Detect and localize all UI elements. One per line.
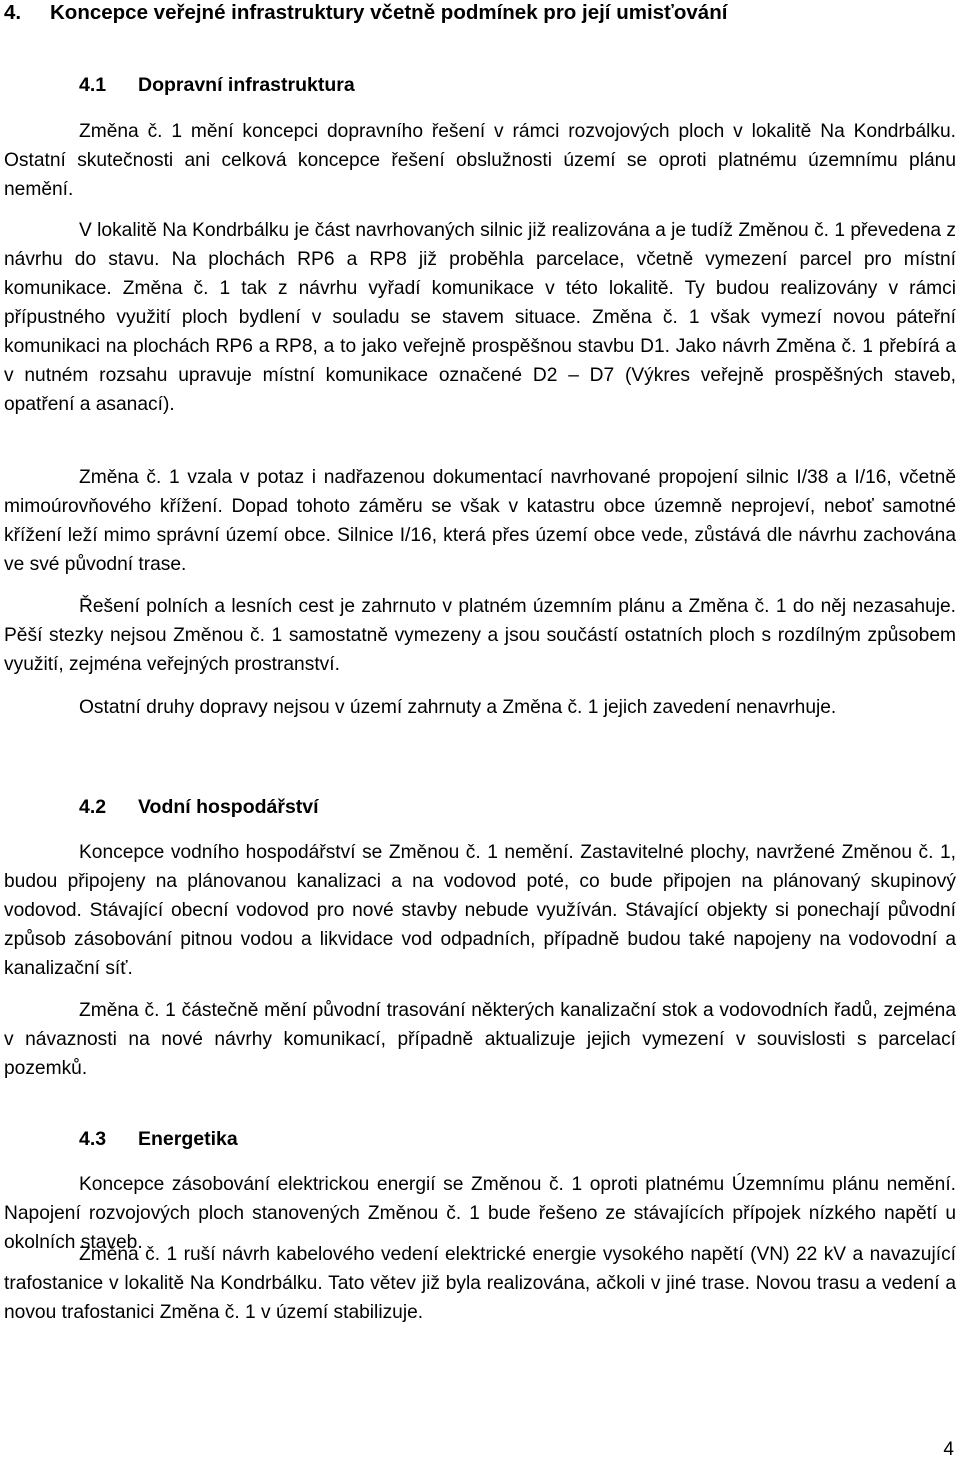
paragraph: Změna č. 1 mění koncepci dopravního řešení v rámci rozvojových ploch v lokalitě Na Kondrbálku. Ostatní skutečnosti ani celková koncepce řešení obslužnosti území se oproti platnému územnímu plánu nemění. bbox=[4, 121, 956, 200]
paragraph: Ostatní druhy dopravy nejsou v území zahrnuty a Změna č. 1 jejich zavedení nenavrhuje. bbox=[79, 697, 837, 718]
chapter-title: Koncepce veřejné infrastruktury včetně podmínek pro její umisťování bbox=[50, 1, 728, 24]
page-number: 4 bbox=[943, 1439, 954, 1460]
paragraph: Změna č. 1 částečně mění původní trasování některých kanalizační stok a vodovodních řadů, zejména v návaznosti na nové návrhy komunikací, případně aktualizuje jejich vymezení v souvislosti s parcelací pozemků. bbox=[4, 1000, 956, 1079]
paragraph: V lokalitě Na Kondrbálku je část navrhovaných silnic již realizována a je tudíž Změnou č. 1 převedena z návrhu do stavu. Na plochách RP6 a RP8 již proběhla parcelace, včetně vymezení parcel pro místní komunikace. Změna č. 1 tak z návrhu vyřadí komunikace v této lokalitě. Ty budou realizovány v rámci přípustného využití ploch bydlení v souladu se stavem situace. Změna č. 1 však vymezí novou páteřní komunikaci na plochách RP6 a RP8, a to jako veřejně prospěšnou stavbu D1. Jako návrh Změna č. 1 přebírá a v nutném rozsahu upravuje místní komunikace označené D2 – D7 (Výkres veřejně prospěšných staveb, opatření a asanací). bbox=[4, 220, 956, 415]
section-title: Energetika bbox=[138, 1128, 238, 1150]
chapter-number: 4. bbox=[4, 1, 22, 24]
section-title: Vodní hospodářství bbox=[138, 796, 319, 818]
section-title: Dopravní infrastruktura bbox=[138, 74, 355, 96]
section-heading-4-2 bbox=[79, 793, 319, 822]
section-heading-4-1 bbox=[79, 71, 355, 100]
paragraph: Řešení polních a lesních cest je zahrnuto v platném územním plánu a Změna č. 1 do něj nezasahuje. Pěší stezky nejsou Změnou č. 1 samostatně vymezeny a jsou součástí ostatních ploch s rozdílným způsobem využití, zejména veřejných prostranství. bbox=[4, 596, 956, 675]
paragraph: Koncepce zásobování elektrickou energií se Změnou č. 1 oproti platnému Územnímu plánu nemění. Napojení rozvojových ploch stanovených Změnou č. 1 bude řešeno ze stávajících přípojek nízkého napětí u okolních staveb. bbox=[4, 1174, 956, 1253]
paragraph: Změna č. 1 vzala v potaz i nadřazenou dokumentací navrhované propojení silnic I/38 a I/16, včetně mimoúrovňového křížení. Dopad tohoto záměru se však v katastru obce územně neprojeví, neboť samotné křížení leží mimo správní území obce. Silnice I/16, která přes území obce vede, zůstává dle návrhu zachována ve své původní trase. bbox=[4, 467, 956, 575]
section-heading-4-3 bbox=[79, 1125, 238, 1154]
section-number: 4.3 bbox=[79, 1128, 107, 1150]
section-number: 4.1 bbox=[79, 74, 107, 96]
section-number: 4.2 bbox=[79, 796, 107, 818]
paragraph: Změna č. 1 ruší návrh kabelového vedení elektrické energie vysokého napětí (VN) 22 kV a navazující trafostanice v lokalitě Na Kondrbálku. Tato větev již byla realizována, ačkoli v jiné trase. Novou trasu a vedení a novou trafostanici Změna č. 1 v území stabilizuje. bbox=[4, 1244, 956, 1323]
paragraph: Koncepce vodního hospodářství se Změnou č. 1 nemění. Zastavitelné plochy, navržené Změnou č. 1, budou připojeny na plánovanou kanalizaci a na vodovod poté, co bude připojen na plánovaný skupinový vodovod. Stávající obecní vodovod pro nové stavby nebude využíván. Stávající objekty si ponechají původní způsob zásobování pitnou vodou a likvidace vod odpadních, případně budou také napojeny na vodovodní a kanalizační síť. bbox=[4, 842, 956, 979]
chapter-heading bbox=[4, 0, 956, 28]
